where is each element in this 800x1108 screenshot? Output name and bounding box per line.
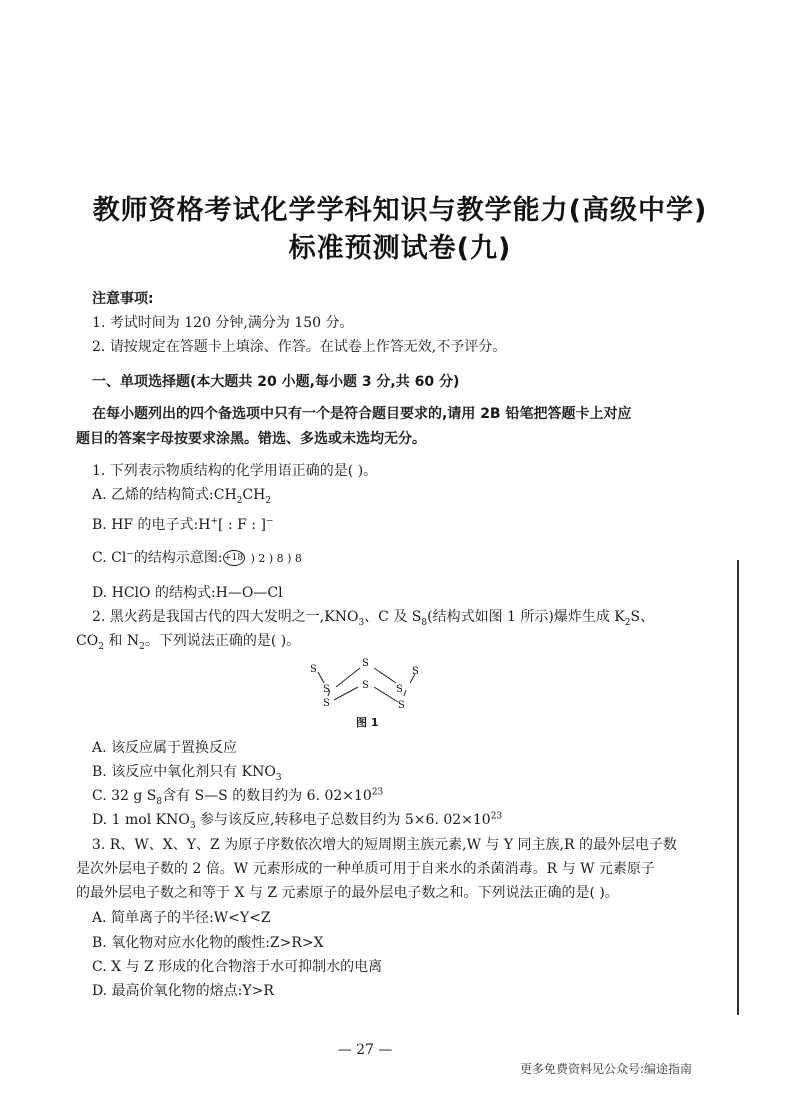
q3-stem-line1: 3. R、W、X、Y、Z 为原子序数依次增大的短周期主族元素,W 与 Y 同主族,R 的最外层电子数 — [92, 837, 677, 853]
section-instruction-2: 题目的答案字母按要求涂黑。错选、多选或未选均无分。 — [76, 431, 426, 447]
electron-shells: ) 2 ) 8 ) 8 — [250, 552, 302, 565]
margin-rule — [737, 560, 739, 1015]
exam-title-line2: 标准预测试卷(九) — [288, 233, 512, 264]
q3-stem-line2: 是次外层电子数的 2 倍。W 元素形成的一种单质可用于自来水的杀菌消毒。R 与 W 元素原子 — [76, 861, 655, 877]
page-number: — 27 — — [337, 1042, 393, 1058]
bond-line — [318, 672, 324, 683]
bond-line — [334, 687, 358, 700]
sulfur-atom: S — [323, 698, 330, 709]
bond-line — [336, 668, 360, 687]
q3-stem-line3: 的最外层电子数之和等于 X 与 Z 元素原子的最外层电子数之和。下列说法正确的是( )。 — [76, 885, 619, 901]
section-instruction-1: 在每小题列出的四个备选项中只有一个是符合题目要求的,请用 2B 铅笔把答题卡上对应 — [92, 406, 632, 422]
q2-option-c: C. 32 g $S_8$含有 S—S 的数目约为 6. $02\times 10^{23}$ — [92, 787, 384, 807]
bond-line — [404, 690, 406, 696]
notice-item-2: 2. 请按规定在答题卡上填涂、作答。在试卷上作答无效,不予评分。 — [92, 339, 507, 355]
figure-caption: 图 1 — [356, 716, 379, 729]
sulfur-atom: S — [398, 700, 405, 711]
s8-structure-figure — [290, 650, 440, 712]
section-heading: 一、单项选择题(本大题共 20 小题,每小题 3 分,共 60 分) — [92, 374, 460, 390]
q3-option-c: C. X 与 Z 形成的化合物溶于水可抑制水的电离 — [92, 959, 383, 975]
bond-line — [374, 687, 398, 702]
sulfur-atom: S — [362, 658, 369, 669]
exam-title-line1: 教师资格考试化学学科知识与教学能力(高级中学) — [92, 195, 708, 226]
sulfur-atom: S — [323, 684, 330, 695]
q1-option-b: B. HF 的电子式:H+[ : F : ]− — [92, 516, 274, 533]
q1-option-a: A. 乙烯的结构简式$:CH_2CH_2$ — [92, 487, 272, 506]
q2-stem-line2: $CO_2$ 和 $N_2$。下列说法正确的是( )。 — [76, 633, 301, 652]
nucleus-diagram: +18 — [223, 550, 245, 566]
bond-line — [374, 668, 396, 683]
q2-option-d: D. 1 mol $KNO_3$ 参与该反应,转移电子总数目约为 5×6. $02\times 10^{23}$ — [92, 811, 503, 831]
sulfur-atom: S — [412, 666, 419, 677]
q1-stem: 1. 下列表示物质结构的化学用语正确的是( )。 — [92, 463, 378, 479]
notice-item-1: 1. 考试时间为 120 分钟,满分为 150 分。 — [92, 315, 354, 331]
q2-option-a: A. 该反应属于置换反应 — [92, 740, 238, 756]
footer-note: 更多免费资料见公众号:编途指南 — [520, 1062, 693, 1076]
q1-option-d: D. HClO 的结构式:H—O—Cl — [92, 585, 283, 601]
sulfur-atom: S — [362, 680, 369, 691]
notice-heading: 注意事项: — [92, 291, 154, 307]
sulfur-atom: S — [396, 684, 403, 695]
sulfur-atom: S — [310, 664, 317, 675]
q1-option-c: C. Cl−的结构示意图: +18 ) 2 ) 8 ) 8 — [92, 549, 302, 566]
q2-option-b: B. 该反应中氧化剂只有 $KNO_3$ — [92, 764, 282, 783]
q3-option-b: B. 氧化物对应水化物的酸性:Z>R>X — [92, 935, 324, 951]
q3-option-a: A. 简单离子的半径:W<Y<Z — [92, 910, 271, 926]
q2-stem-line1: 2. 黑火药是我国古代的四大发明之一$,KNO_3$、C 及 $S_8$(结构式如图 1 所示)爆炸生成 $K_2S$、 — [92, 609, 655, 628]
q3-option-d: D. 最高价氧化物的熔点:Y>R — [92, 983, 274, 999]
